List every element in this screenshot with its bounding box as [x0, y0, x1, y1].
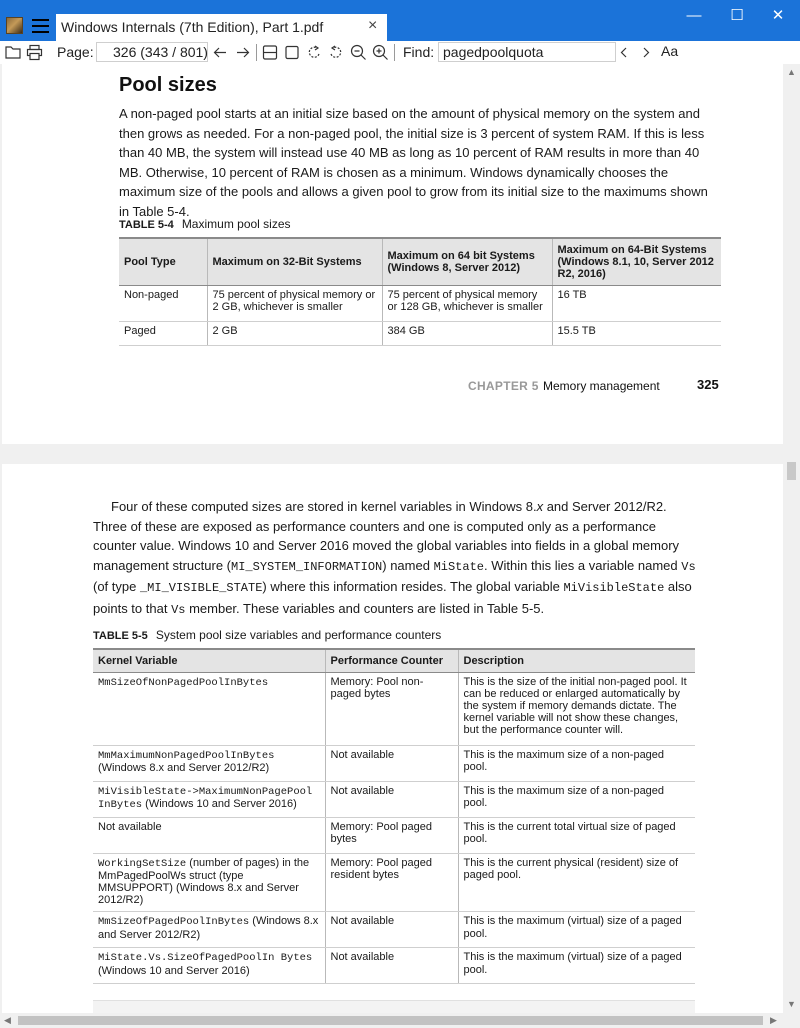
zoom-in-icon[interactable] [372, 44, 389, 61]
table-cell: 75 percent of physical memory or 2 GB, whichever is smaller [207, 285, 382, 321]
table-row [93, 817, 695, 853]
horizontal-scroll-thumb[interactable] [18, 1016, 763, 1025]
table-cell: Not available [325, 745, 458, 781]
table-label: TABLE 5-5 [93, 630, 148, 642]
table-cell: MiState.Vs.SizeOfPagedPoolIn Bytes (Windows 10 and Server 2016) [93, 948, 325, 984]
table-label: TABLE 5-4 [119, 219, 174, 231]
table-cell: MmSizeOfNonPagedPoolInBytes [93, 672, 325, 745]
toolbar-separator [256, 44, 257, 61]
table-row [93, 948, 695, 984]
menu-icon[interactable] [32, 19, 49, 33]
document-viewport[interactable] [0, 64, 783, 1013]
scroll-left-icon[interactable]: ◀ [4, 1015, 11, 1025]
table-cell: Not available [325, 912, 458, 948]
table-cell: Paged [119, 321, 207, 345]
fit-page-icon[interactable] [284, 44, 300, 61]
table-cell: This is the current total virtual size of paged pool. [458, 817, 695, 853]
minimize-button[interactable]: — [686, 7, 702, 24]
table-header: Maximum on 32-Bit Systems [207, 238, 382, 285]
page-label: Page: [57, 44, 94, 60]
toolbar [0, 41, 800, 64]
table-cell: Memory: Pool non-paged bytes [325, 672, 458, 745]
table-cell: 15.5 TB [552, 321, 721, 345]
table-header: Pool Type [119, 238, 207, 285]
vertical-scroll-thumb[interactable] [787, 462, 796, 480]
table-row [119, 285, 721, 321]
pdf-page [2, 464, 783, 1013]
vertical-scrollbar[interactable] [783, 64, 800, 1013]
table-caption [93, 628, 441, 642]
table-cell: Not available [325, 948, 458, 984]
note-box [93, 1000, 695, 1013]
open-folder-icon[interactable] [5, 44, 22, 61]
table-header: Kernel Variable [93, 649, 325, 672]
horizontal-scrollbar[interactable] [0, 1013, 783, 1028]
table-cell: MiVisibleState->MaximumNonPagePool InBytes (Windows 10 and Server 2016) [93, 781, 325, 817]
toolbar-separator [394, 44, 395, 61]
table-header: Description [458, 649, 695, 672]
table-cell: WorkingSetSize (number of pages) in the MmPagedPoolWs struct (type MMSUPPORT) (Windows 8.x and Server 2012/R2) [93, 853, 325, 912]
next-page-arrow-icon[interactable] [235, 44, 250, 61]
footer-chapter: CHAPTER 5 [468, 379, 539, 393]
table-row [93, 781, 695, 817]
table-header: Performance Counter [325, 649, 458, 672]
maximize-button[interactable]: ☐ [730, 7, 744, 24]
title-bar [0, 0, 800, 41]
table-row [93, 672, 695, 745]
table-row [93, 912, 695, 948]
find-input[interactable]: pagedpoolquota [438, 42, 616, 62]
table-cell: This is the maximum size of a non-paged pool. [458, 781, 695, 817]
table-row [119, 321, 721, 345]
table-cell: Not available [93, 817, 325, 853]
table-cell: This is the maximum (virtual) size of a paged pool. [458, 948, 695, 984]
close-button[interactable]: ✕ [771, 7, 785, 24]
rotate-right-icon[interactable] [328, 44, 344, 61]
rotate-left-icon[interactable] [306, 44, 322, 61]
body-paragraph: A non-paged pool starts at an initial size based on the amount of physical memory on the system and then grows as needed. For a non-paged pool, the initial size is 3 percent of system RAM. If this is less than 40 MB, the system will instead use 40 MB as long as 10 percent of RAM results in more than 40 MB. Otherwise, 10 percent of RAM is chosen as a minimum. Windows dynamically chooses the maximum size of the pools and allows a given pool to grow from its initial size to the maximums shown in Table 5-4. [119, 106, 708, 219]
prev-page-arrow-icon[interactable] [213, 44, 228, 61]
scroll-down-icon[interactable]: ▼ [787, 999, 796, 1009]
table-cell: Memory: Pool paged bytes [325, 817, 458, 853]
page-number: 325 [697, 377, 719, 392]
find-next-icon[interactable] [640, 44, 652, 61]
table-cell: Not available [325, 781, 458, 817]
print-icon[interactable] [26, 44, 43, 61]
scroll-right-icon[interactable]: ▶ [770, 1015, 777, 1025]
find-prev-icon[interactable] [618, 44, 630, 61]
table-row [93, 853, 695, 912]
table-cell: 2 GB [207, 321, 382, 345]
table-cell: MmSizeOfPagedPoolInBytes (Windows 8.x and Server 2012/R2) [93, 912, 325, 948]
scrollbar-corner [783, 1013, 800, 1028]
table-cell: This is the maximum (virtual) size of a paged pool. [458, 912, 695, 948]
table-cell: 384 GB [382, 321, 552, 345]
body-paragraph: Four of these computed sizes are stored in kernel variables in Windows 8.x and Server 2012/R2. Three of these are exposed as performance counters and one is computed only as a performance counter value. Windows 10 and Server 2016 moved the global variables into fields in a global memory management structure (MI_SYSTEM_INFORMATION) named MiState. Within this lies a variable named Vs (of type _MI_VISIBLE_STATE) where this information resides. The global variable MiVisibleState also points to that Vs member. These variables and counters are listed in Table 5-5. [93, 499, 696, 617]
scroll-up-icon[interactable]: ▲ [787, 67, 796, 77]
table-header: Maximum on 64-Bit Systems (Windows 8.1, 10, Server 2012 R2, 2016) [552, 238, 721, 285]
document-tab[interactable] [56, 14, 387, 41]
tab-close-icon[interactable]: × [368, 17, 378, 34]
find-label: Find: [403, 44, 435, 60]
pool-variables-table [93, 648, 695, 984]
pool-sizes-table [119, 237, 721, 346]
table-cell: MmMaximumNonPagedPoolInBytes (Windows 8.x and Server 2012/R2) [93, 745, 325, 781]
zoom-out-icon[interactable] [350, 44, 367, 61]
page-number-input[interactable]: 326 (343 / 801) [96, 42, 208, 62]
section-heading: Pool sizes [119, 74, 217, 96]
pdf-page [2, 64, 783, 444]
table-cell: Non-paged [119, 285, 207, 321]
table-cell: This is the maximum size of a non-paged pool. [458, 745, 695, 781]
app-logo-icon [6, 17, 23, 34]
table-cell: This is the size of the initial non-paged pool. It can be reduced or enlarged automatically by the system if memory demands dictate. The kernel variable will not show these changes, but the performance counter will. [458, 672, 695, 745]
table-title: Maximum pool sizes [181, 217, 291, 231]
match-case-button[interactable]: Aa [661, 43, 679, 59]
table-cell: 75 percent of physical memory or 128 GB, whichever is smaller [382, 285, 552, 321]
table-header: Maximum on 64 bit Systems (Windows 8, Server 2012) [382, 238, 552, 285]
single-page-layout-icon[interactable] [262, 44, 278, 61]
table-title: System pool size variables and performance counters [155, 628, 442, 642]
table-cell: Memory: Pool paged resident bytes [325, 853, 458, 912]
table-caption [119, 217, 291, 231]
table-row [93, 745, 695, 781]
tab-title: Windows Internals (7th Edition), Part 1.pdf [61, 19, 324, 35]
table-cell: 16 TB [552, 285, 721, 321]
footer-title: Memory management [543, 379, 660, 393]
table-cell: This is the current physical (resident) size of paged pool. [458, 853, 695, 912]
